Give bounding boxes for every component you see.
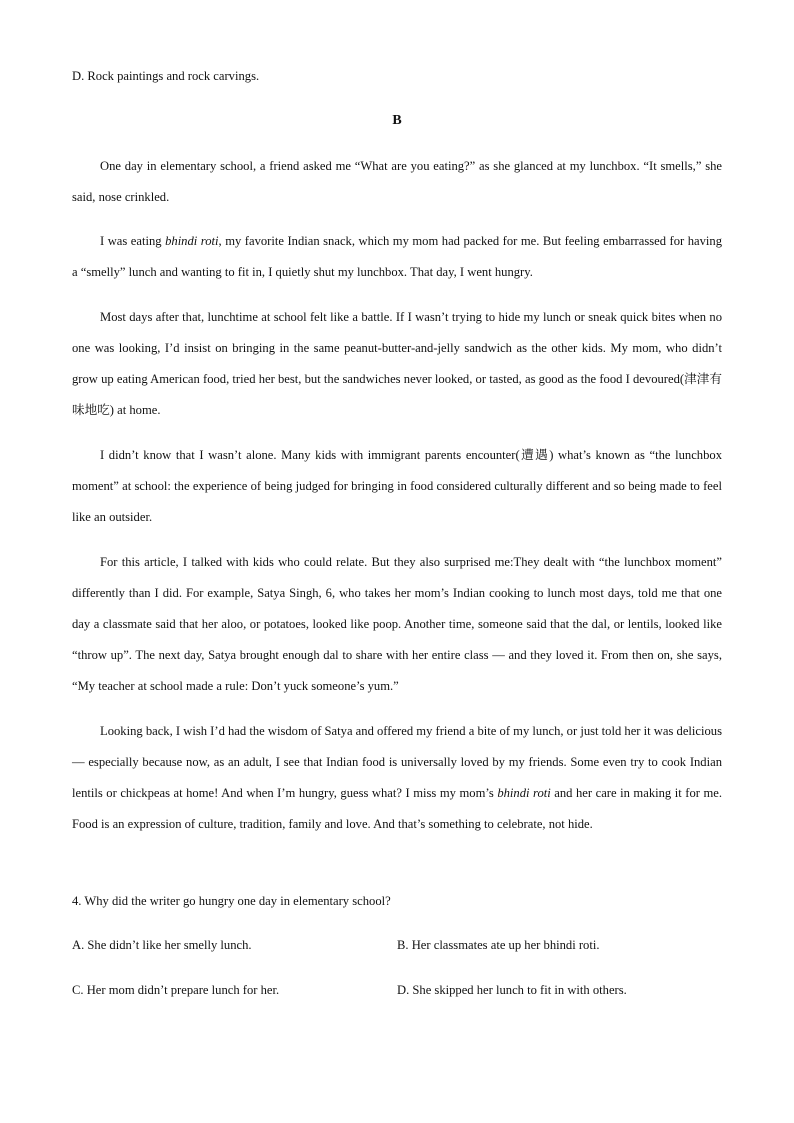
paragraph-2 <box>72 226 722 288</box>
paragraph-3: Most days after that, lunchtime at school felt like a battle. If I wasn’t trying to hide my lunch or sneak quick bites when no one was looking, I’d insist on bringing in the same peanut-butter-and-jelly sandwich as the other kids. My mom, who didn’t grow up eating American food, tried her best, but the sandwiches never looked, or tasted, as good as the food I devoured(津津有味地吃) at home. <box>72 310 722 417</box>
section-title: B <box>392 113 402 128</box>
paragraph-6 <box>72 716 722 840</box>
paragraph-6-italic: bhindi roti <box>497 786 551 800</box>
paragraph-6-text-a: Looking back, I wish I’d had the wisdom of Satya and offered my friend a bite of my lunch, or just told her it was delicious — especially because now, as an adult, I see that Indian food is universally loved by my friends. Some even try to cook Indian lentils or chickpeas at home! And when I’m hungry, guess what? I miss my mom’s <box>72 724 722 800</box>
paragraph-4: I didn’t know that I wasn’t alone. Many kids with immigrant parents encounter(遭遇) what’s known as “the lunchbox moment” at school: the experience of being judged for bringing in food considered culturally different and so being made to feel like an outsider. <box>72 448 722 524</box>
option-a: A. She didn’t like her smelly lunch. <box>72 938 252 952</box>
paragraph-2-italic: bhindi roti <box>165 234 219 248</box>
option-d: D. She skipped her lunch to fit in with others. <box>397 983 627 997</box>
paragraph-5: For this article, I talked with kids who could relate. But they also surprised me:They dealt with “the lunchbox moment” differently than I did. For example, Satya Singh, 6, who takes her mom’s Indian cooking to lunch most days, told me that one day a classmate said that her aloo, or potatoes, looked like poop. Another time, someone said that the dal, or lentils, looked like “throw up”. The next day, Satya brought enough dal to share with her entire class — and they loved it. From then on, she says, “My teacher at school made a rule: Don’t yuck someone’s yum.” <box>72 555 722 693</box>
paragraph-2-text-b: , my favorite Indian snack, which my mom had packed for me. But feeling embarrassed for having a “smelly” lunch and wanting to fit in, I quietly shut my lunchbox. That day, I went hungry. <box>72 234 723 279</box>
previous-question-option-d: D. Rock paintings and rock carvings. <box>72 69 260 83</box>
question-4-stem: 4. Why did the writer go hungry one day in elementary school? <box>72 894 391 908</box>
option-c: C. Her mom didn’t prepare lunch for her. <box>72 983 280 997</box>
paragraph-2-text-a: I was eating <box>100 234 166 248</box>
paragraph-1: One day in elementary school, a friend asked me “What are you eating?” as she glanced at my lunchbox. “It smells,” she said, nose crinkled. <box>72 159 722 204</box>
paragraph-6-text-b: and her care in making it for me. Food is an expression of culture, tradition, family and love. And that’s something to celebrate, not hide. <box>72 786 723 831</box>
option-b: B. Her classmates ate up her bhindi roti. <box>397 938 600 952</box>
